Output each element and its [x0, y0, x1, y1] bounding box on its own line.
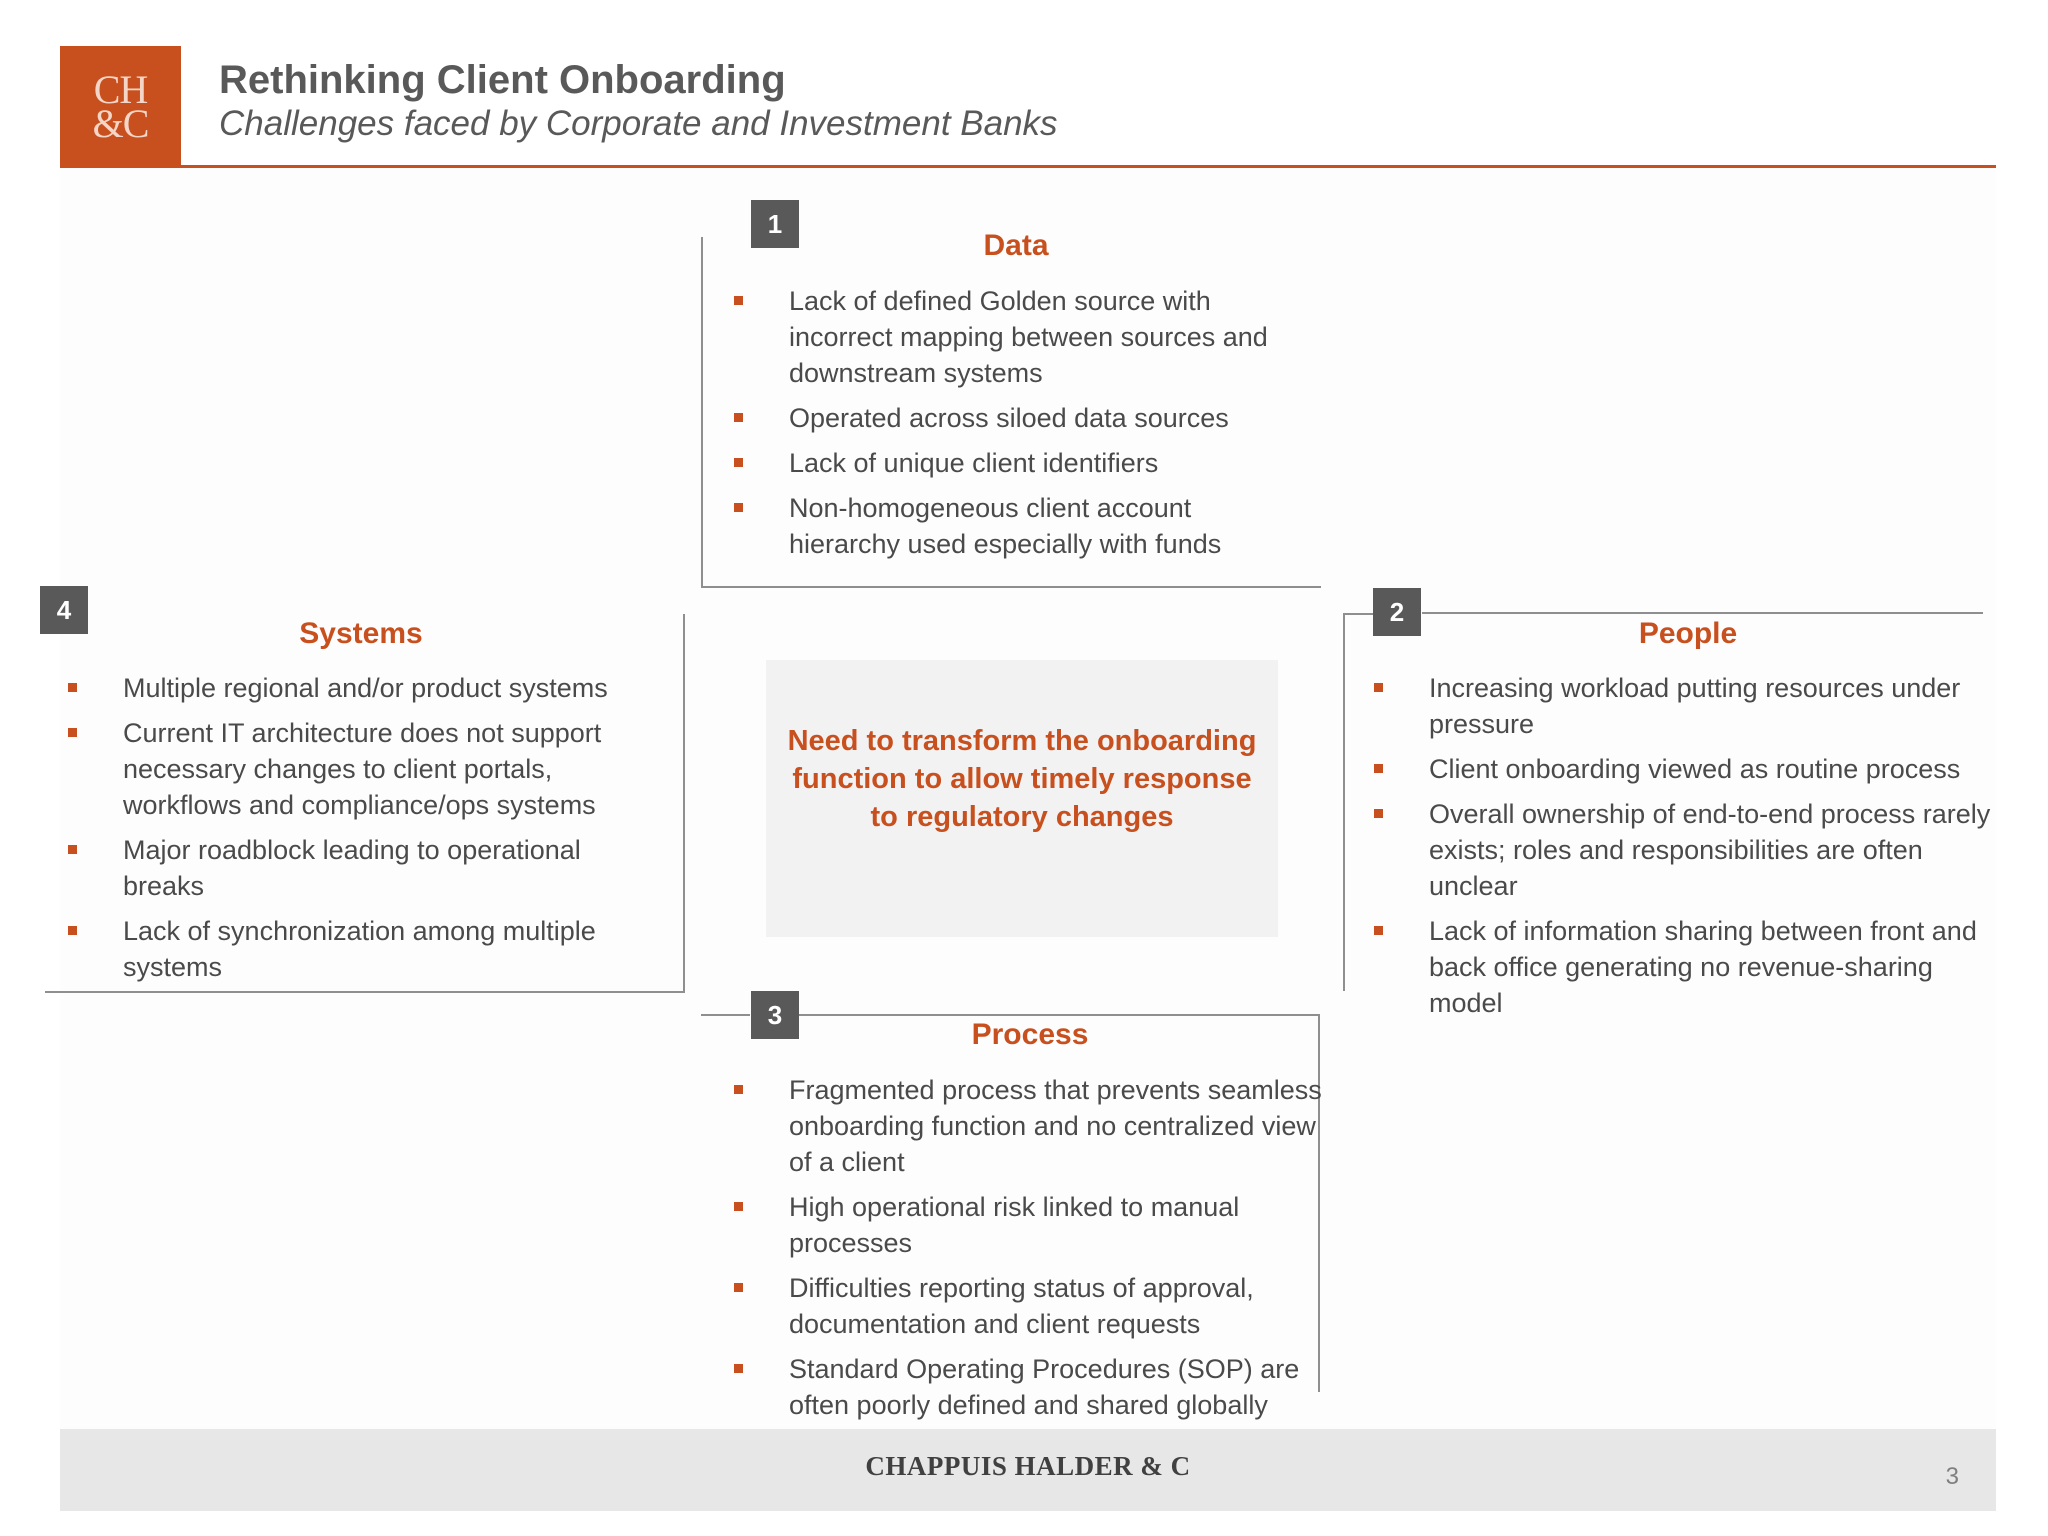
company-logo: [60, 46, 181, 167]
page-number: 3: [1945, 1463, 1959, 1490]
list-item: Client onboarding viewed as routine process: [1374, 751, 2009, 787]
process-number-badge: 3: [751, 991, 799, 1039]
list-item: Lack of synchronization among multiple systems: [68, 913, 643, 985]
header-divider: [60, 165, 1996, 168]
list-item: Operated across siloed data sources: [734, 400, 1304, 436]
list-item: Current IT architecture does not support necessary changes to client portals, workflows and compliance/ops systems: [68, 715, 643, 823]
data-frame-left: [701, 237, 703, 588]
page-title: Rethinking Client Onboarding: [219, 58, 786, 102]
list-item: Fragmented process that prevents seamless onboarding function and no centralized view of a client: [734, 1072, 1324, 1180]
list-item: Non-homogeneous client account hierarchy used especially with funds: [734, 490, 1304, 562]
logo-line-2: &C: [92, 100, 149, 146]
list-item: Overall ownership of end-to-end process rarely exists; roles and responsibilities are often unclear: [1374, 796, 2009, 904]
people-number-badge: 2: [1373, 588, 1421, 636]
list-item: Multiple regional and/or product systems: [68, 670, 643, 706]
list-item: Increasing workload putting resources under pressure: [1374, 670, 2009, 742]
process-frame-top: [798, 1014, 1320, 1016]
people-section-title: People: [1638, 617, 1738, 650]
logo-line-1: CH: [93, 66, 148, 112]
people-bullet-list: [1374, 670, 2009, 1030]
center-callout-text: Need to transform the onboarding function to allow timely response to regulatory changes: [787, 724, 1257, 833]
process-frame-top-left: [701, 1014, 750, 1016]
list-item: Major roadblock leading to operational breaks: [68, 832, 643, 904]
systems-bullet-list: [68, 670, 643, 994]
list-item: Standard Operating Procedures (SOP) are often poorly defined and shared globally: [734, 1351, 1324, 1423]
systems-section-title: Systems: [299, 617, 423, 650]
data-bullet-list: [734, 283, 1304, 571]
process-section-title: Process: [971, 1018, 1089, 1051]
footer-bar: [60, 1429, 1996, 1511]
list-item: Lack of defined Golden source with incorrect mapping between sources and downstream systems: [734, 283, 1304, 391]
list-item: Lack of information sharing between front and back office generating no revenue-sharing model: [1374, 913, 2009, 1021]
people-frame-top-left: [1343, 613, 1374, 615]
systems-frame-right: [683, 614, 685, 993]
data-frame-bottom: [701, 586, 1321, 588]
list-item: Lack of unique client identifiers: [734, 445, 1304, 481]
footer-brand-logo: CHAPPUIS HALDER & C: [865, 1451, 1191, 1481]
people-frame-top: [1422, 612, 1983, 614]
list-item: High operational risk linked to manual processes: [734, 1189, 1324, 1261]
systems-number-badge: 4: [40, 586, 88, 634]
data-section-title: Data: [983, 229, 1049, 262]
people-frame-left: [1343, 613, 1345, 991]
process-bullet-list: [734, 1072, 1324, 1432]
page-subtitle: Challenges faced by Corporate and Investment Banks: [219, 104, 1058, 143]
data-number-badge: 1: [751, 200, 799, 248]
list-item: Difficulties reporting status of approval, documentation and client requests: [734, 1270, 1324, 1342]
center-callout-box: [766, 660, 1278, 937]
